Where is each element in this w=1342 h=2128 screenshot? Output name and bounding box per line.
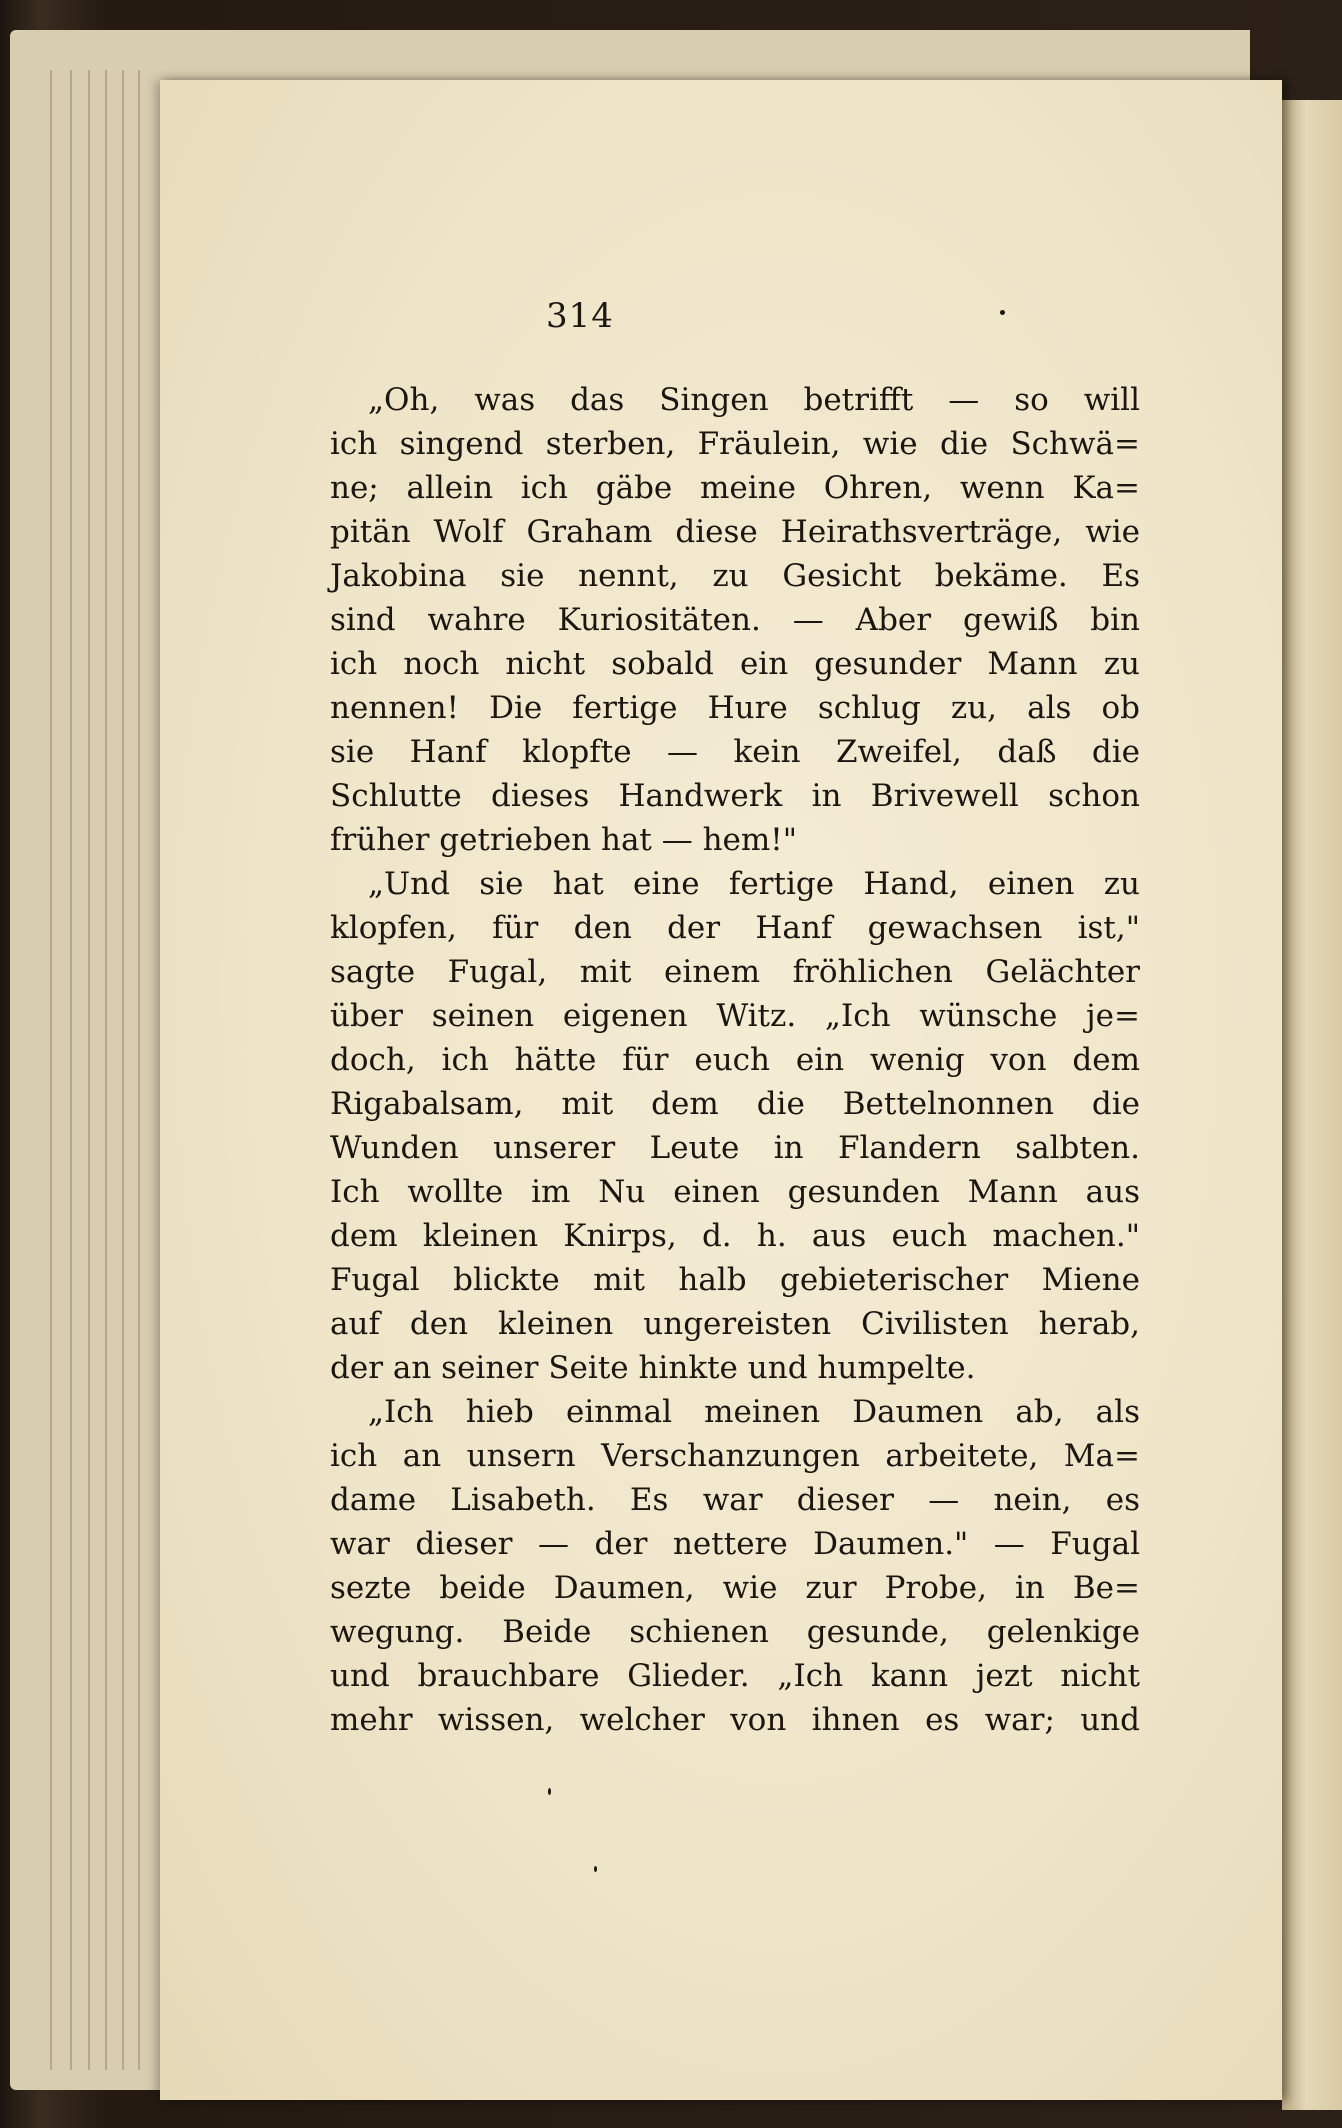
text-line: „Ich hieb einmal meinen Daumen ab, als [368,1394,1140,1430]
text-line: Ich wollte im Nu einen gesunden Mann aus [330,1174,1140,1210]
page-edge-line [122,70,124,2070]
text-line: ich noch nicht sobald ein gesunder Mann zu [330,646,1140,682]
text-line: pitän Wolf Graham diese Heirathsverträge, wie [330,514,1140,550]
text-line: nennen! Die fertige Hure schlug zu, als ob [330,690,1140,726]
text-line: dame Lisabeth. Es war dieser — nein, es [330,1482,1140,1518]
text-line: ne; allein ich gäbe meine Ohren, wenn Ka= [330,470,1140,506]
text-line: ich an unsern Verschanzungen arbeitete, Ma= [330,1438,1140,1474]
text-line: ich singend sterben, Fräulein, wie die Schwä= [330,426,1140,462]
text-line: „Oh, was das Singen betrifft — so will [368,382,1140,418]
text-line: sagte Fugal, mit einem fröhlichen Gelächter [330,954,1140,990]
text-line: doch, ich hätte für euch ein wenig von dem [330,1042,1140,1078]
ink-speck [548,1788,551,1795]
text-line: sind wahre Kuriositäten. — Aber gewiß bin [330,602,1140,638]
text-line: Fugal blickte mit halb gebieterischer Miene [330,1262,1140,1298]
text-line: früher getrieben hat — hem!" [330,822,798,858]
text-line: klopfen, für den der Hanf gewachsen ist," [330,910,1140,946]
page-edge-line [105,70,107,2070]
text-line: mehr wissen, welcher von ihnen es war; und [330,1702,1140,1738]
text-line: und brauchbare Glieder. „Ich kann jezt nicht [330,1658,1140,1694]
text-line: der an seiner Seite hinkte und humpelte. [330,1350,976,1386]
text-line: sezte beide Daumen, wie zur Probe, in Be= [330,1570,1140,1606]
text-line: Wunden unserer Leute in Flandern salbten. [330,1130,1140,1166]
page-edge-line [88,70,90,2070]
text-line: Jakobina sie nennt, zu Gesicht bekäme. Es [330,558,1140,594]
page-edge-line [70,70,72,2070]
text-line: wegung. Beide schienen gesunde, gelenkige [330,1614,1140,1650]
ink-speck [594,1866,597,1872]
page-number: 314 [546,296,614,336]
page-edge-line [50,70,52,2070]
text-line: über seinen eigenen Witz. „Ich wünsche je= [330,998,1140,1034]
ink-speck [1000,310,1005,315]
text-line: war dieser — der nettere Daumen." — Fugal [330,1526,1140,1562]
text-line: Schlutte dieses Handwerk in Brivewell schon [330,778,1140,814]
text-line: sie Hanf klopfte — kein Zweifel, daß die [330,734,1140,770]
text-line: dem kleinen Knirps, d. h. aus euch machen." [330,1218,1140,1254]
text-line: Rigabalsam, mit dem die Bettelnonnen die [330,1086,1140,1122]
page-edge-line [138,70,140,2070]
text-line: „Und sie hat eine fertige Hand, einen zu [368,866,1140,902]
facing-page-edge [1282,100,1342,2110]
text-line: auf den kleinen ungereisten Civilisten herab, [330,1306,1140,1342]
